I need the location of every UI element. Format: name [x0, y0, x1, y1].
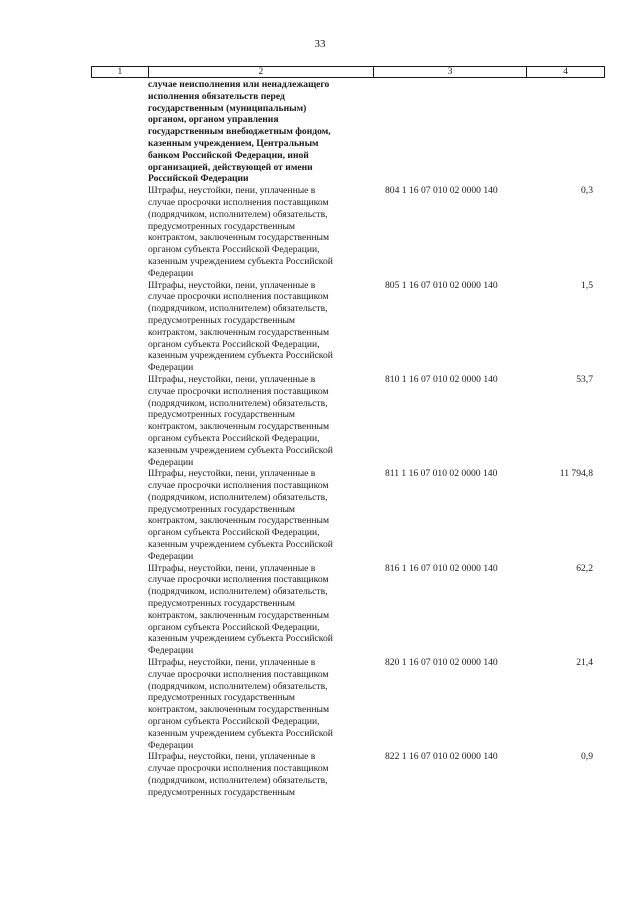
table-row [148, 280, 608, 374]
table-row [148, 468, 608, 562]
continuation-row [148, 79, 608, 185]
row-code: 805 1 16 07 010 02 0000 140 [385, 279, 498, 291]
header-col-4: 4 [563, 67, 569, 77]
row-amount: 1,5 [581, 279, 593, 291]
row-description: Штрафы, неустойки, пени, уплаченные в случае просрочки исполнения поставщиком (подрядчиком, исполнителем) обязательств, предусмотренных государственным [148, 751, 329, 798]
table-row [148, 185, 608, 279]
row-description: Штрафы, неустойки, пени, уплаченные в случае просрочки исполнения поставщиком (подрядчиком, исполнителем) обязательств, предусмотренных государственным контрактом, заключенным государственным органом субъекта Российской Федерации, казенным учреждением субъекта Российской Федерации [148, 279, 333, 374]
row-amount: 21,4 [576, 657, 593, 669]
continuation-description: случае неисполнения или ненадлежащего исполнения обязательств перед государственным (муниципальным) органом, органом управления государственным внебюджетным фондом, казенным учреждением, Центральным банком Российской Федерации, иной организацией, действующей от имени Российской Федерации [148, 79, 331, 185]
row-amount: 11 794,8 [559, 468, 593, 480]
row-code: 811 1 16 07 010 02 0000 140 [385, 468, 498, 480]
row-code: 822 1 16 07 010 02 0000 140 [385, 751, 498, 763]
row-description: Штрафы, неустойки, пени, уплаченные в случае просрочки исполнения поставщиком (подрядчиком, исполнителем) обязательств, предусмотренных государственным контрактом, заключенным государственным органом субъекта Российской Федерации, казенным учреждением субъекта Российской Федерации [148, 185, 333, 279]
table-row [148, 374, 608, 468]
row-amount: 0,3 [581, 185, 593, 197]
table-header [91, 66, 605, 78]
header-col-2: 2 [149, 67, 374, 77]
row-amount: 53,7 [576, 373, 593, 385]
table-row [148, 657, 608, 751]
row-description: Штрафы, неустойки, пени, уплаченные в случае просрочки исполнения поставщиком (подрядчиком, исполнителем) обязательств, предусмотренных государственным контрактом, заключенным государственным органом субъекта Российской Федерации, казенным учреждением субъекта Российской Федерации [148, 468, 333, 562]
page-number: 33 [314, 38, 326, 50]
row-code: 820 1 16 07 010 02 0000 140 [385, 657, 498, 669]
header-col-1: 1 [92, 67, 149, 77]
table-row [148, 751, 608, 798]
row-description: Штрафы, неустойки, пени, уплаченные в случае просрочки исполнения поставщиком (подрядчиком, исполнителем) обязательств, предусмотренных государственным контрактом, заключенным государственным органом субъекта Российской Федерации, казенным учреждением субъекта Российской Федерации [148, 657, 333, 751]
row-amount: 62,2 [576, 562, 593, 574]
row-description: Штрафы, неустойки, пени, уплаченные в случае просрочки исполнения поставщиком (подрядчиком, исполнителем) обязательств, предусмотренных государственным контрактом, заключенным государственным органом субъекта Российской Федерации, казенным учреждением субъекта Российской Федерации [148, 562, 333, 657]
row-code: 816 1 16 07 010 02 0000 140 [385, 562, 498, 574]
table-row [148, 563, 608, 657]
row-description: Штрафы, неустойки, пени, уплаченные в случае просрочки исполнения поставщиком (подрядчиком, исполнителем) обязательств, предусмотренных государственным контрактом, заключенным государственным органом субъекта Российской Федерации, казенным учреждением субъекта Российской Федерации [148, 373, 333, 468]
table-body [148, 79, 608, 799]
row-code: 804 1 16 07 010 02 0000 140 [385, 185, 498, 197]
row-amount: 0,9 [581, 751, 593, 763]
row-code: 810 1 16 07 010 02 0000 140 [385, 373, 498, 385]
header-col-3: 3 [374, 67, 527, 77]
